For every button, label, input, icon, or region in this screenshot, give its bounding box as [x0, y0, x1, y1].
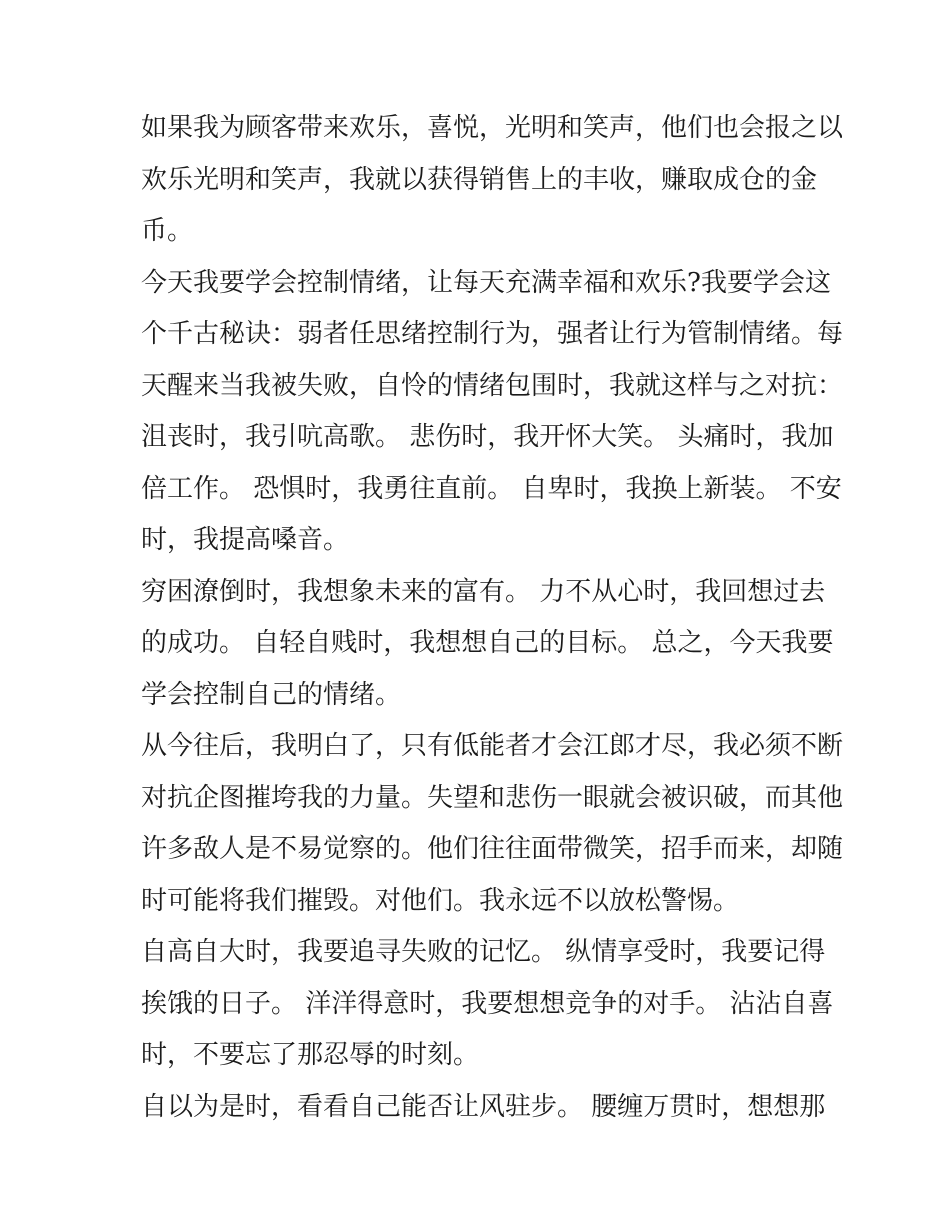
- paragraph-3: [141, 567, 834, 722]
- paragraph-2: [141, 258, 844, 567]
- text-line: 个千古秘诀：弱者任思绪控制行为，强者让行为管制情绪。每: [141, 319, 844, 349]
- text-line: 穷困潦倒时，我想象未来的富有。 力不从心时，我回想过去: [141, 576, 826, 607]
- text-line: 倍工作。 恐惧时，我勇往直前。 自卑时，我换上新装。 不安: [141, 473, 842, 504]
- text-line: 自以为是时，看看自己能否让风驻步。 腰缠万贯时，想想那: [141, 1091, 826, 1122]
- text-line: 币。: [141, 216, 194, 246]
- text-line: 如果我为顾客带来欢乐，喜悦，光明和笑声，他们也会报之以: [141, 113, 844, 143]
- text-line: 沮丧时，我引吭高歌。 悲伤时，我开怀大笑。 头痛时，我加: [141, 422, 834, 452]
- text-line: 欢乐光明和笑声，我就以获得销售上的丰收，赚取成仓的金: [141, 164, 818, 195]
- text-line: 时可能将我们摧毁。对他们。我永远不以放松警惕。: [141, 885, 740, 916]
- text-line: 天醒来当我被失败，自怜的情绪包围时，我就这样与之对抗：: [141, 370, 844, 401]
- text-line: 许多敌人是不易觉察的。他们往往面带微笑，招手而来，却随: [141, 834, 844, 864]
- text-line: 挨饿的日子。 洋洋得意时，我要想想竞争的对手。 沾沾自喜: [141, 988, 834, 1019]
- paragraph-1: [141, 103, 844, 258]
- text-line: 对抗企图摧垮我的力量。失望和悲伤一眼就会被识破，而其他: [141, 782, 844, 813]
- text-line: 时，不要忘了那忍辱的时刻。: [141, 1040, 480, 1070]
- text-line: 时，我提高嗓音。: [141, 525, 350, 555]
- text-line: 自高自大时，我要追寻失败的记忆。 纵情享受时，我要记得: [141, 937, 826, 967]
- text-line: 学会控制自己的情绪。: [141, 679, 402, 710]
- text-line: 今天我要学会控制情绪，让每天充满幸福和欢乐?我要学会这: [141, 267, 831, 298]
- paragraph-6: [141, 1082, 826, 1134]
- text-line: 从今往后，我明白了，只有低能者才会江郎才尽，我必须不断: [141, 731, 844, 761]
- paragraph-4: [141, 721, 844, 927]
- paragraph-5: [141, 927, 834, 1082]
- text-line: 的成功。 自轻自贱时，我想想自己的目标。 总之，今天我要: [141, 628, 834, 658]
- document-body: [141, 103, 844, 1133]
